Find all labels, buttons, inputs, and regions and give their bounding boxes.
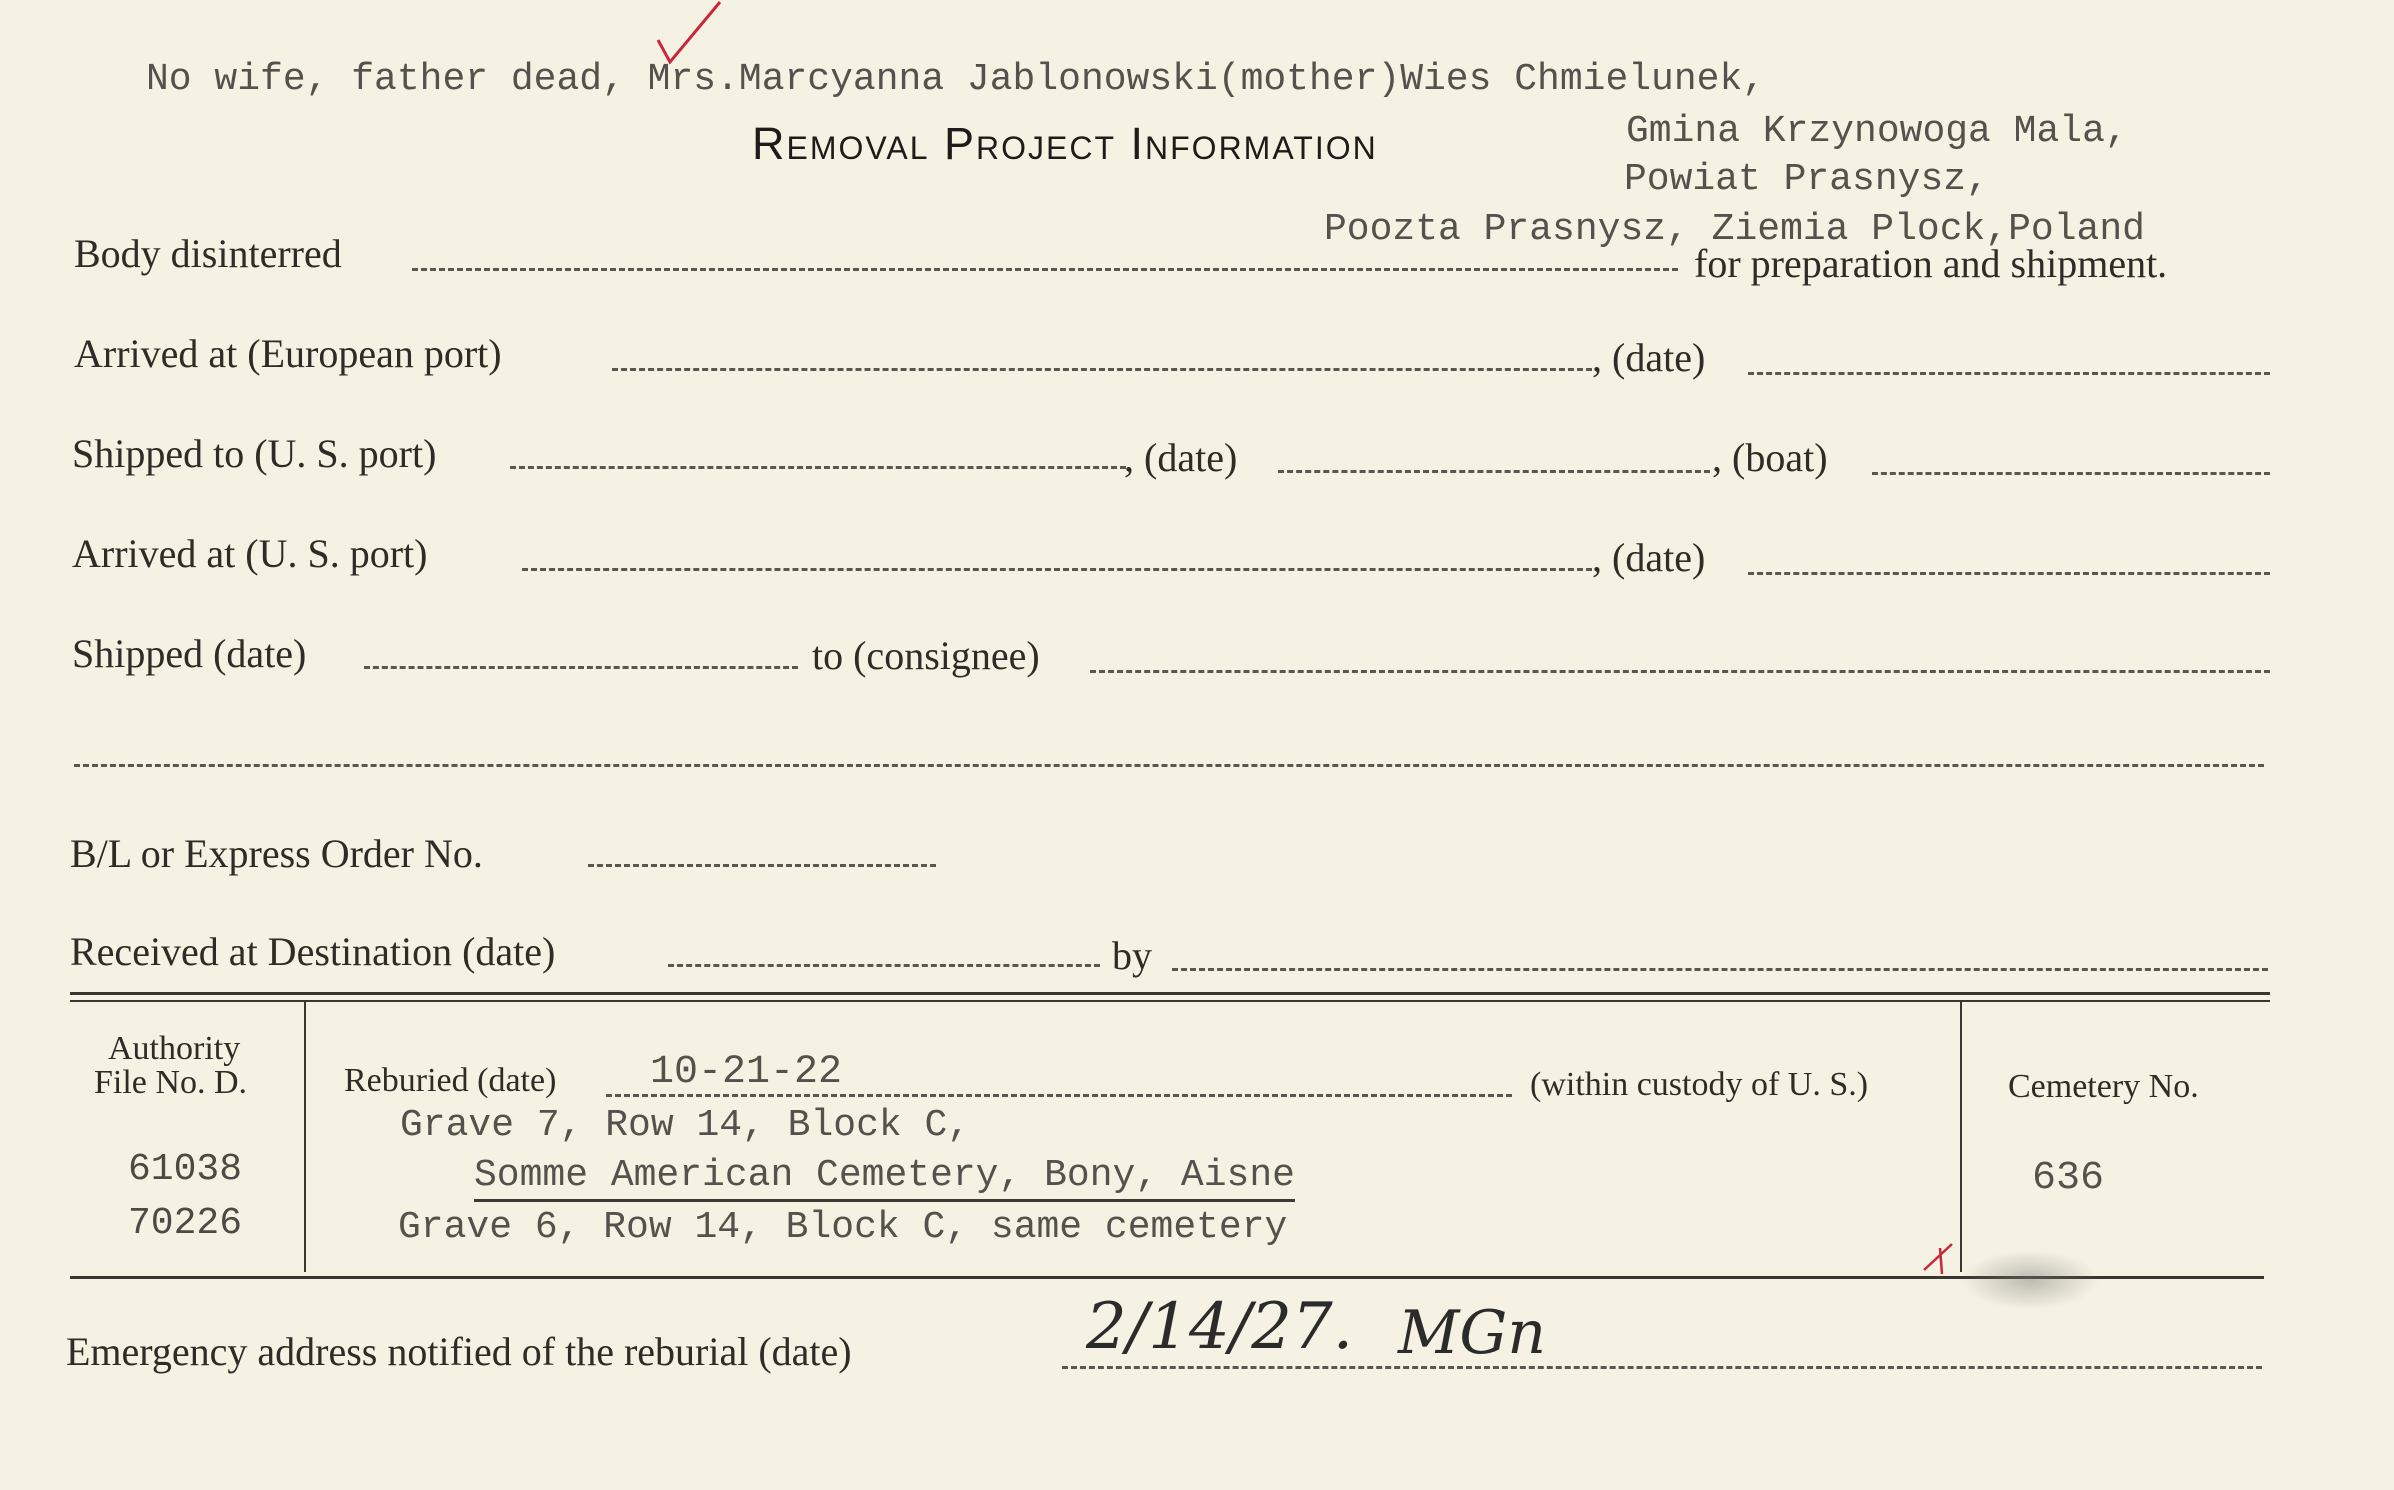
shipped-date-line: [364, 666, 798, 669]
date3-line: [1748, 572, 2270, 575]
arrived-us-label: Arrived at (U. S. port): [72, 531, 428, 576]
reburial-line-1: Grave 7, Row 14, Block C,: [400, 1104, 971, 1147]
shipped-to-line: [510, 466, 1126, 469]
reburied-label: Reburied (date): [344, 1062, 557, 1099]
date2-line: [1278, 470, 1710, 473]
to-consignee-label: to (consignee): [812, 633, 1040, 678]
boat-label: , (boat): [1712, 435, 1828, 480]
by-line: [1172, 968, 2268, 971]
card-title: Removal Project Information: [752, 118, 1378, 169]
cemetery-label: Cemetery No.: [2008, 1068, 2199, 1105]
reburied-date: 10-21-22: [650, 1050, 843, 1095]
shipped-to-label: Shipped to (U. S. port): [72, 431, 437, 476]
cemetery-number: 636: [2032, 1156, 2105, 1201]
date1-line: [1748, 372, 2270, 375]
consignee-second-line: [74, 764, 2264, 767]
bl-order-label: B/L or Express Order No.: [70, 831, 483, 876]
preparation-label: for preparation and shipment.: [1694, 241, 2168, 286]
to-consignee-line: [1090, 670, 2270, 673]
by-label: by: [1112, 933, 1152, 978]
authority-label-1: Authority: [108, 1030, 241, 1067]
emergency-hand-date: 2/14/27.: [1086, 1290, 1354, 1364]
cemetery-divider: [1960, 1002, 1962, 1272]
red-check-icon: [650, 0, 730, 70]
typed-note-line2: Gmina Krzynowoga Mala,: [1626, 110, 2128, 153]
table-top-rule-1: [70, 992, 2270, 995]
date1-label: , (date): [1592, 335, 1706, 380]
ink-smudge: [1960, 1250, 2100, 1310]
received-dest-label: Received at Destination (date): [70, 929, 556, 974]
reburial-line-3: Grave 6, Row 14, Block C, same cemetery: [398, 1206, 1288, 1249]
date3-label: , (date): [1592, 535, 1706, 580]
authority-divider: [304, 1002, 306, 1272]
bl-order-line: [588, 864, 936, 867]
shipped-date-label: Shipped (date): [72, 631, 307, 676]
reburial-line-2: Somme American Cemetery, Bony, Aisne: [474, 1154, 1295, 1202]
received-dest-line: [668, 964, 1100, 967]
boat-line: [1872, 472, 2270, 475]
red-mark-icon: [1920, 1240, 1960, 1280]
emergency-initials: MGn: [1398, 1298, 1547, 1368]
arrived-european-line: [612, 368, 1592, 371]
authority-label-2: File No. D.: [94, 1064, 247, 1101]
authority-file-1: 61038: [128, 1148, 243, 1191]
emergency-line: [1062, 1366, 2262, 1369]
typed-note-line1: No wife, father dead, Mrs.Marcyanna Jablonowski(mother)Wies Chmielunek,: [146, 58, 1766, 101]
typed-note-line3: Powiat Prasnysz,: [1624, 158, 1989, 201]
custody-label: (within custody of U. S.): [1530, 1066, 1869, 1103]
arrived-us-line: [522, 568, 1592, 571]
authority-file-2: 70226: [128, 1202, 243, 1245]
table-top-rule-2: [70, 1000, 2270, 1002]
typed-note-line4: Poozta Prasnysz, Ziemia Plock,Poland: [1324, 208, 2145, 251]
arrived-european-label: Arrived at (European port): [74, 331, 502, 376]
body-disinterred-label: Body disinterred: [74, 231, 342, 276]
body-disinterred-line: [412, 268, 1678, 271]
date2-label: , (date): [1124, 435, 1238, 480]
emergency-label: Emergency address notified of the reburial (date): [66, 1329, 852, 1374]
